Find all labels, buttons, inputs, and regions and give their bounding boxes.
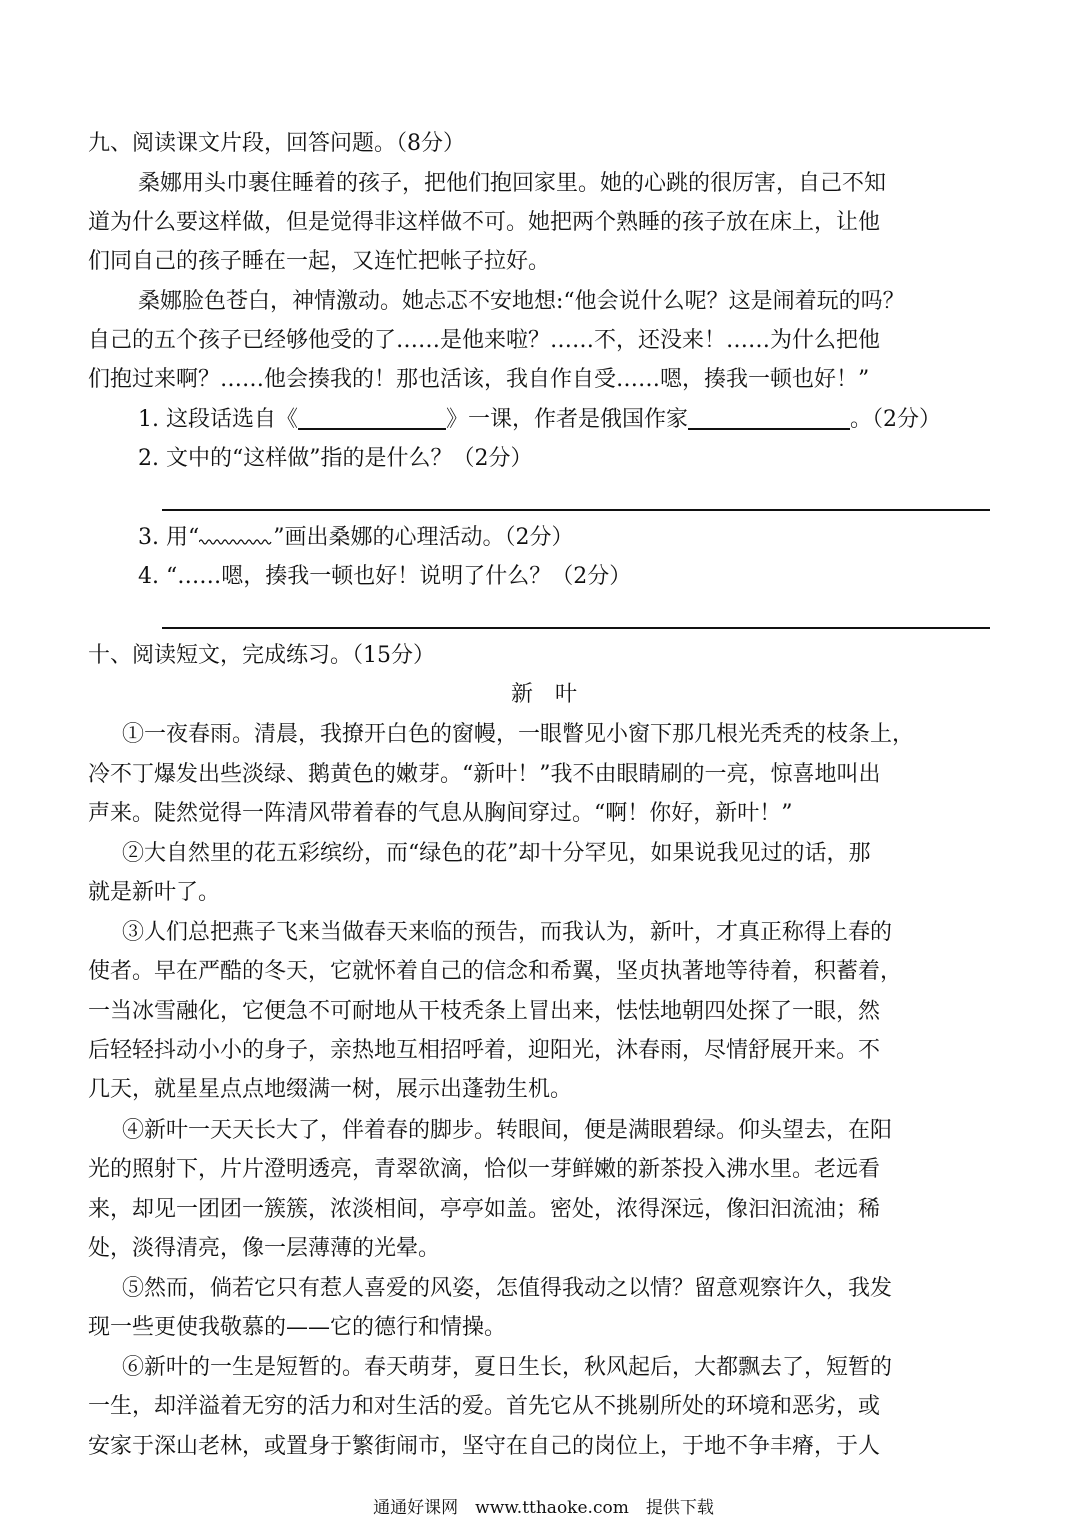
question-2-answer-line[interactable] xyxy=(162,509,990,511)
question-2: 2. 文中的“这样做”指的是什么？（2分） xyxy=(138,446,533,471)
question-1 xyxy=(138,400,1000,440)
section9-p2-line2: 自己的五个孩子已经够他受的了……是他来啦？……不，还没来！……为什么把他 xyxy=(88,328,881,353)
passage-p6-line1: ⑥新叶的一生是短暂的。春天萌芽，夏日生长，秋风起后，大都飘去了，短暂的 xyxy=(122,1355,893,1380)
passage-p4-line2: 光的照射下，片片澄明透亮，青翠欲滴，恰似一芽鲜嫩的新茶投入沸水里。老远看 xyxy=(88,1157,881,1182)
question-1-text-b: 》一课，作者是俄国作家 xyxy=(445,407,688,432)
question-1-text-c: 。（2分） xyxy=(850,407,941,432)
passage-p3-line4: 后轻轻抖动小小的身子，亲热地互相招呼着，迎阳光，沐春雨，尽情舒展开来。不 xyxy=(88,1038,881,1063)
question-4-answer-line[interactable] xyxy=(162,627,990,629)
passage-p2-line2: 就是新叶了。 xyxy=(88,880,221,905)
passage-p3-line2: 使者。早在严酷的冬天，它就怀着自己的信念和希翼，坚贞执著地等待着，积蓄着， xyxy=(88,959,903,984)
author-name-blank[interactable] xyxy=(688,406,850,430)
passage-p1-line3: 声来。陡然觉得一阵清风带着春的气息从胸间穿过。“啊！你好，新叶！” xyxy=(88,801,793,826)
passage-p6-line2: 一生，却洋溢着无穷的活力和对生活的爱。首先它从不挑剔所处的环境和恶劣，或 xyxy=(88,1394,881,1419)
passage-p6-line3: 安家于深山老林，或置身于繁街闹市，坚守在自己的岗位上，于地不争丰瘠，于人 xyxy=(88,1434,881,1459)
lesson-title-blank[interactable] xyxy=(298,406,446,430)
section9-p1-line2: 道为什么要这样做，但是觉得非这样做不可。她把两个熟睡的孩子放在床上，让他 xyxy=(88,210,881,235)
passage-p4-line4: 处，淡得清亮，像一层薄薄的光晕。 xyxy=(88,1236,441,1261)
section9-p1-line3: 们同自己的孩子睡在一起，又连忙把帐子拉好。 xyxy=(88,249,551,274)
question-3-text-b: ”画出桑娜的心理活动。（2分） xyxy=(273,525,574,550)
passage-p3-line1: ③人们总把燕子飞来当做春天来临的预告，而我认为，新叶，才真正称得上春的 xyxy=(122,920,893,945)
passage-p5-line2: 现一些更使我敬慕的——它的德行和情操。 xyxy=(88,1315,507,1340)
question-4: 4. “……嗯，揍我一顿也好！说明了什么？（2分） xyxy=(138,564,632,589)
section9-p2-line1: 桑娜脸色苍白，神情激动。她忐忑不安地想:“他会说什么呢？这是闹着玩的吗？ xyxy=(138,289,905,314)
section9-p2-line3: 们抱过来啊？……他会揍我的！那也活该，我自作自受……嗯，揍我一顿也好！” xyxy=(88,367,870,392)
passage-p4-line1: ④新叶一天天长大了，伴着春的脚步。转眼间，便是满眼碧绿。仰头望去，在阳 xyxy=(122,1118,893,1143)
question-3 xyxy=(138,518,1000,558)
section9-heading: 九、阅读课文片段，回答问题。（8分） xyxy=(88,131,465,156)
wavy-underline-icon xyxy=(199,532,273,546)
passage-p2-line1: ②大自然里的花五彩缤纷，而“绿色的花”却十分罕见，如果说我见过的话，那 xyxy=(122,841,871,866)
passage-p1-line2: 冷不丁爆发出些淡绿、鹅黄色的嫩芽。“新叶！”我不由眼睛刷的一亮，惊喜地叫出 xyxy=(88,762,881,787)
passage-title: 新 叶 xyxy=(510,682,577,707)
section9-p1-line1: 桑娜用头巾裹住睡着的孩子，把他们抱回家里。她的心跳的很厉害，自己不知 xyxy=(138,171,887,196)
question-3-text-a: 3. 用“ xyxy=(138,525,200,550)
passage-p5-line1: ⑤然而，倘若它只有惹人喜爱的风姿，怎值得我动之以情？留意观察许久，我发 xyxy=(122,1276,893,1301)
passage-p4-line3: 来，却见一团团一簇簇，浓淡相间，亭亭如盖。密处，浓得深远，像汩汩流油；稀 xyxy=(88,1197,881,1222)
question-1-text-a: 1. 这段话选自《 xyxy=(138,407,298,432)
passage-p3-line3: 一当冰雪融化，它便急不可耐地从干枝秃条上冒出来，怯怯地朝四处探了一眼，然 xyxy=(88,999,881,1024)
passage-p1-line1: ①一夜春雨。清晨，我撩开白色的窗幔，一眼瞥见小窗下那几根光秃秃的枝条上， xyxy=(122,722,915,747)
section10-heading: 十、阅读短文，完成练习。（15分） xyxy=(88,643,435,668)
passage-p3-line5: 几天，就星星点点地缀满一树，展示出蓬勃生机。 xyxy=(88,1077,573,1102)
page-footer: 通通好课网 www.tthaoke.com 提供下载 xyxy=(373,1498,714,1518)
